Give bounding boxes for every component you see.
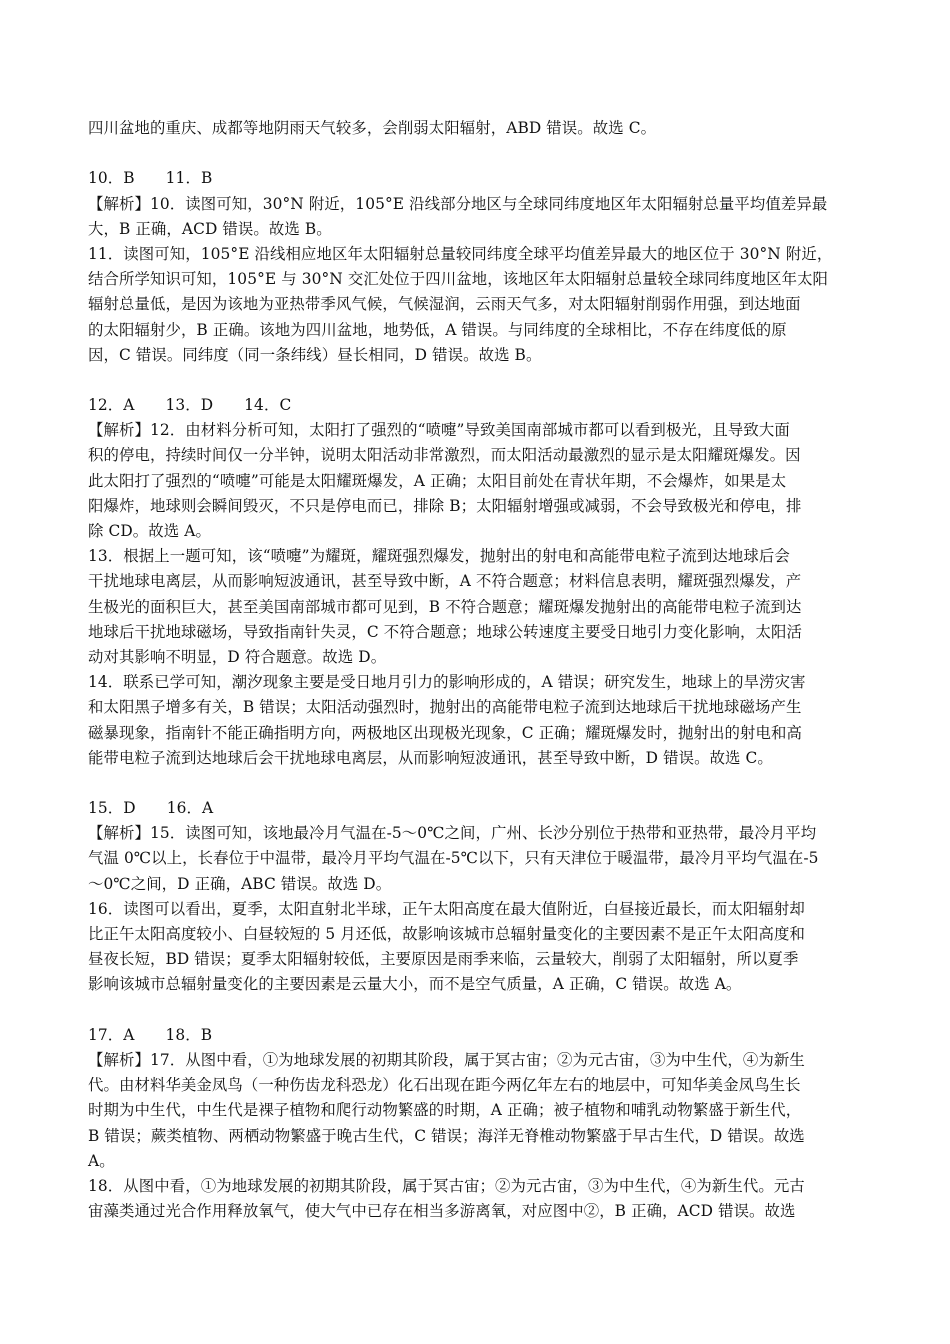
text-line: 阳爆炸，地球则会瞬间毁灭，不只是停电而已，排除 B；太阳辐射增强或减弱，不会导致极光和停电，排 bbox=[88, 496, 802, 515]
text-line: 结合所学知识可知，105°E 与 30°N 交汇处位于四川盆地，该地区年太阳辐射总量较全球同纬度地区年太阳 bbox=[88, 270, 829, 289]
answer-line: 17．A 18．B bbox=[88, 1025, 213, 1044]
text-line: 生极光的面积巨大，甚至美国南部城市都可见到，B 不符合题意；耀斑爆发抛射出的高能带电粒子流到达 bbox=[88, 597, 802, 616]
text-line: 的太阳辐射少，B 正确。该地为四川盆地，地势低，A 错误。与同纬度的全球相比，不存在纬度低的原 bbox=[88, 320, 787, 339]
text-line: 影响该城市总辐射量变化的主要因素是云量大小，而不是空气质量，A 正确，C 错误。故选 A。 bbox=[88, 975, 742, 994]
text-line: 代。由材料华美金凤鸟（一种伤齿龙科恐龙）化石出现在距今两亿年左右的地层中，可知华美金凤鸟生长 bbox=[88, 1076, 801, 1095]
text-line: 干扰地球电离层，从而影响短波通讯，甚至导致中断，A 不符合题意；材料信息表明，耀斑强烈爆发，产 bbox=[88, 572, 802, 591]
text-line: 13．根据上一题可知，该“喷嚏”为耀斑，耀斑强烈爆发，抛射出的射电和高能带电粒子流到达地球后会 bbox=[88, 547, 790, 566]
text-line: 积的停电，持续时间仅一分半钟，说明太阳活动非常激烈，而太阳活动最激烈的显示是太阳耀斑爆发。因 bbox=[88, 446, 801, 465]
text-line: 【解析】15．读图可知，该地最冷月气温在-5～0℃之间，广州、长沙分别位于热带和亚热带，最冷月平均 bbox=[88, 824, 817, 843]
blank-line bbox=[88, 998, 864, 1023]
text-line: 此太阳打了强烈的“喷嚏”可能是太阳耀斑爆发，A 正确；太阳目前处在青状年期，不会爆炸，如果是太 bbox=[88, 471, 787, 490]
text-line: 16．读图可以看出，夏季，太阳直射北半球，正午太阳高度在最大值附近，白昼接近最长，而太阳辐射却 bbox=[88, 899, 805, 918]
text-line: 动对其影响不明显，D 符合题意。故选 D。 bbox=[88, 647, 387, 666]
text-line: 时期为中生代，中生代是裸子植物和爬行动物繁盛的时期，A 正确；被子植物和哺乳动物繁盛于新生代， bbox=[88, 1101, 802, 1120]
text-line: 气温 0℃以上，长春位于中温带，最冷月平均气温在-5℃以下，只有天津位于暖温带，最冷月平均气温在-5 bbox=[88, 849, 819, 868]
text-line: 地球后干扰地球磁场，导致指南针失灵，C 不符合题意；地球公转速度主要受日地引力变化影响，太阳活 bbox=[88, 622, 802, 641]
answer-line: 12．A 13．D 14．C bbox=[88, 396, 292, 415]
text-line: 和太阳黑子增多有关，B 错误；太阳活动强烈时，抛射出的高能带电粒子流到达地球后干扰地球磁场产生 bbox=[88, 698, 802, 717]
text-line: 【解析】17．从图中看，①为地球发展的初期其阶段，属于冥古宙；②为元古宙，③为中生代，④为新生 bbox=[88, 1050, 805, 1069]
blank-line bbox=[88, 141, 864, 166]
text-line: 18．从图中看，①为地球发展的初期其阶段，属于冥古宙；②为元古宙，③为中生代，④为新生代。元古 bbox=[88, 1176, 805, 1195]
text-line: 磁暴现象，指南针不能正确指明方向，两极地区出现极光现象，C 正确；耀斑爆发时，抛射出的射电和高 bbox=[88, 723, 802, 742]
text-line: 11．读图可知，105°E 沿线相应地区年太阳辐射总量较同纬度全球平均值差异最大的地区位于 30°N 附近， bbox=[88, 244, 833, 263]
text-line: 14．联系已学可知，潮汐现象主要是受日地月引力的影响形成的，A 错误；研究发生，地球上的旱涝灾害 bbox=[88, 673, 806, 692]
text-line: 【解析】10．读图可知，30°N 附近，105°E 沿线部分地区与全球同纬度地区年太阳辐射总量平均值差异最 bbox=[88, 194, 828, 213]
text-line: 四川盆地的重庆、成都等地阴雨天气较多，会削弱太阳辐射，ABD 错误。故选 C。 bbox=[88, 119, 657, 137]
text-line: 昼夜长短，BD 错误；夏季太阳辐射较低，主要原因是雨季来临，云量较大，削弱了太阳辐射，所以夏季 bbox=[88, 950, 799, 969]
answer-line: 10．B 11．B bbox=[88, 169, 213, 188]
text-line: 宙藻类通过光合作用释放氧气，使大气中已存在相当多游离氧，对应图中②，B 正确，ACD 错误。故选 bbox=[88, 1202, 796, 1221]
text-line: ～0℃之间，D 正确，ABC 错误。故选 D。 bbox=[88, 874, 392, 893]
text-line: 除 CD。故选 A。 bbox=[88, 522, 211, 540]
blank-line bbox=[88, 368, 864, 393]
text-line: B 错误；蕨类植物、两栖动物繁盛于晚古生代，C 错误；海洋无脊椎动物繁盛于早古生代，D 错误。故选 bbox=[88, 1126, 805, 1145]
text-line: 辐射总量低，是因为该地为亚热带季风气候，气候湿润，云雨天气多，对太阳辐射削弱作用强，到达地面 bbox=[88, 295, 801, 314]
text-block bbox=[88, 116, 864, 1224]
text-line: 【解析】12．由材料分析可知，太阳打了强烈的“喷嚏”导致美国南部城市都可以看到极光，且导致大面 bbox=[88, 421, 790, 440]
text-line: 大，B 正确，ACD 错误。故选 B。 bbox=[88, 219, 332, 238]
text-line: A。 bbox=[88, 1151, 115, 1170]
text-line: 能带电粒子流到达地球后会干扰地球电离层，从而影响短波通讯，甚至导致中断，D 错误。故选 C。 bbox=[88, 748, 773, 767]
blank-line bbox=[88, 771, 864, 796]
text-line: 比正午太阳高度较小、白昼较短的 5 月还低，故影响该城市总辐射量变化的主要因素不是正午太阳高度和 bbox=[88, 925, 805, 943]
text-line: 因，C 错误。同纬度（同一条纬线）昼长相同，D 错误。故选 B。 bbox=[88, 345, 542, 364]
answer-line: 15．D 16．A bbox=[88, 799, 214, 818]
